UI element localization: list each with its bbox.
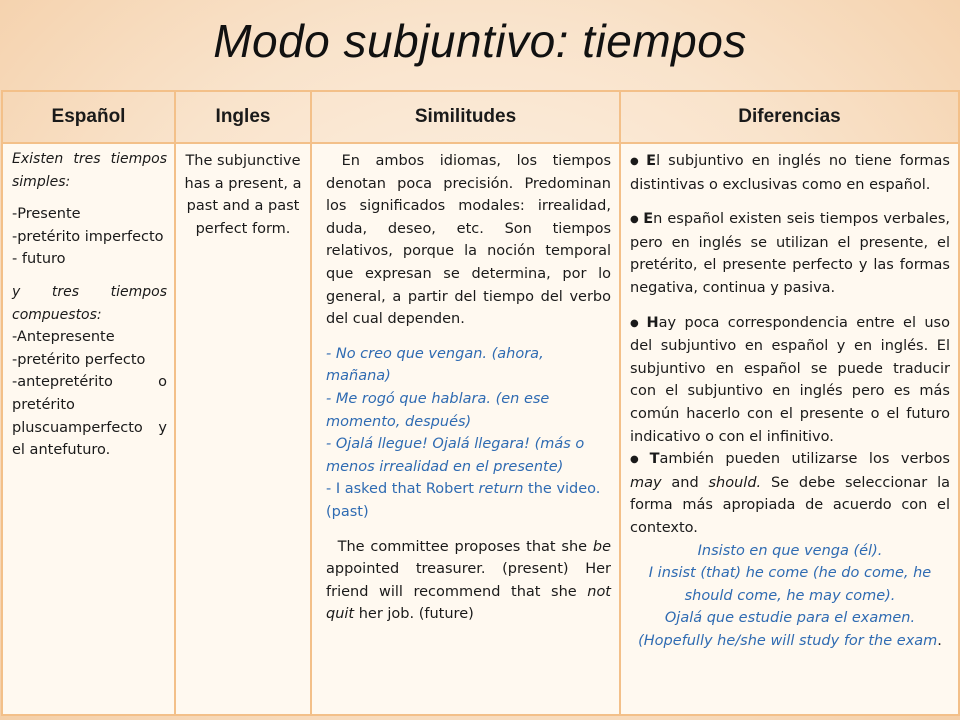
- diferencias-example-1: Insisto en que venga (él).: [697, 542, 883, 559]
- ingles-text: The subjunctive has a present, a past and a past perfect form.: [184, 153, 302, 237]
- header-row: [2, 91, 959, 143]
- example-4: [326, 478, 611, 523]
- dropcap: T: [337, 538, 347, 555]
- diferencias-example-2: I insist (that) he come (he do come, he should come, he may come).: [648, 565, 932, 604]
- example-4-text: the video. (past): [326, 481, 601, 520]
- cell-diferencias: [620, 143, 959, 715]
- diferencias-example-4: (Hopefully he/she will study for the exam.: [638, 632, 942, 649]
- bullet-item: ● También pueden utilizarse los verbos may and should. Se debe seleccionar la forma más apropiada de acuerdo con el contexto.: [630, 451, 950, 536]
- example-4-emphasis: return: [478, 481, 524, 498]
- similitudes-paragraph-1: [326, 150, 611, 331]
- paragraph-text: he committee proposes that she: [346, 538, 593, 555]
- bullet-icon: ●: [630, 454, 646, 466]
- simple-tense-item: -Presente: [12, 206, 81, 223]
- bullet-icon: ●: [630, 317, 643, 329]
- paragraph-text: appointed treasurer. (present) Her friend will recommend that she: [326, 561, 611, 600]
- paragraph-text: her job. (future): [354, 606, 474, 623]
- compound-tense-item: -pretérito perfecto: [12, 351, 146, 368]
- dropcap: E: [341, 153, 351, 169]
- compound-tenses-intro: y tres tiempos compuestos:: [12, 283, 167, 323]
- bullet-item: ● Hay poca correspondencia entre el uso del subjuntivo en español y en inglés. El subjuntivo en español se puede traducir con el subjuntivo en inglés pero es más común hacerlo con el presente o el futuro indicativo o con el infinitivo.: [630, 314, 950, 445]
- comparison-table: [1, 90, 960, 716]
- example-1: - No creo que vengan. (ahora, mañana): [326, 345, 544, 385]
- compound-tense-item: -antepretérito o pretérito pluscuamperfecto y el antefuturo.: [12, 374, 167, 459]
- compound-tense-item: -Antepresente: [12, 329, 115, 346]
- cell-ingles: [175, 143, 311, 715]
- example-3: - Ojalá llegue! Ojalá llegara! (más o menos irrealidad en el presente): [326, 436, 585, 475]
- content-row: [2, 143, 959, 715]
- header-similitudes: Similitudes: [311, 91, 620, 143]
- diferencias-example-3: Ojalá que estudie para el examen.: [664, 610, 916, 627]
- header-diferencias: Diferencias: [620, 91, 959, 143]
- cell-espanol: [2, 143, 175, 715]
- emphasis: not quit: [326, 583, 611, 623]
- slide-title: Modo subjuntivo: tiempos: [213, 15, 747, 67]
- example-4-text: - I asked that Robert: [326, 481, 479, 498]
- simple-tenses-intro: Existen tres tiempos simples:: [12, 151, 167, 190]
- cell-similitudes: [311, 143, 620, 715]
- bullet-icon: ●: [630, 214, 640, 226]
- bullet-icon: ●: [630, 156, 643, 167]
- similitudes-paragraph-2: [326, 536, 611, 626]
- emphasis: be: [592, 538, 611, 555]
- header-ingles: Ingles: [175, 91, 311, 143]
- bullet-item: ● En español existen seis tiempos verbales, pero en inglés se utilizan el presente, el pretérito, el presente perfecto y las formas negativa, continua y pasiva.: [630, 211, 950, 296]
- paragraph-text: n ambos idiomas, los tiempos denotan poca precisión. Predominan los significados modales: irrealidad, duda, deseo, etc. Son tiempos relativos, porque la noción temporal que expresan se determina, por lo general, a partir del tiempo del verbo del cual dependen.: [326, 153, 612, 328]
- example-2: - Me rogó que hablara. (en ese momento, después): [326, 390, 550, 430]
- simple-tense-item: -pretérito imperfecto: [12, 228, 164, 245]
- bullet-item: ● El subjuntivo en inglés no tiene formas distintivas o exclusivas como en español.: [630, 153, 950, 193]
- header-espanol: Español: [2, 91, 175, 143]
- simple-tense-item: - futuro: [12, 251, 66, 268]
